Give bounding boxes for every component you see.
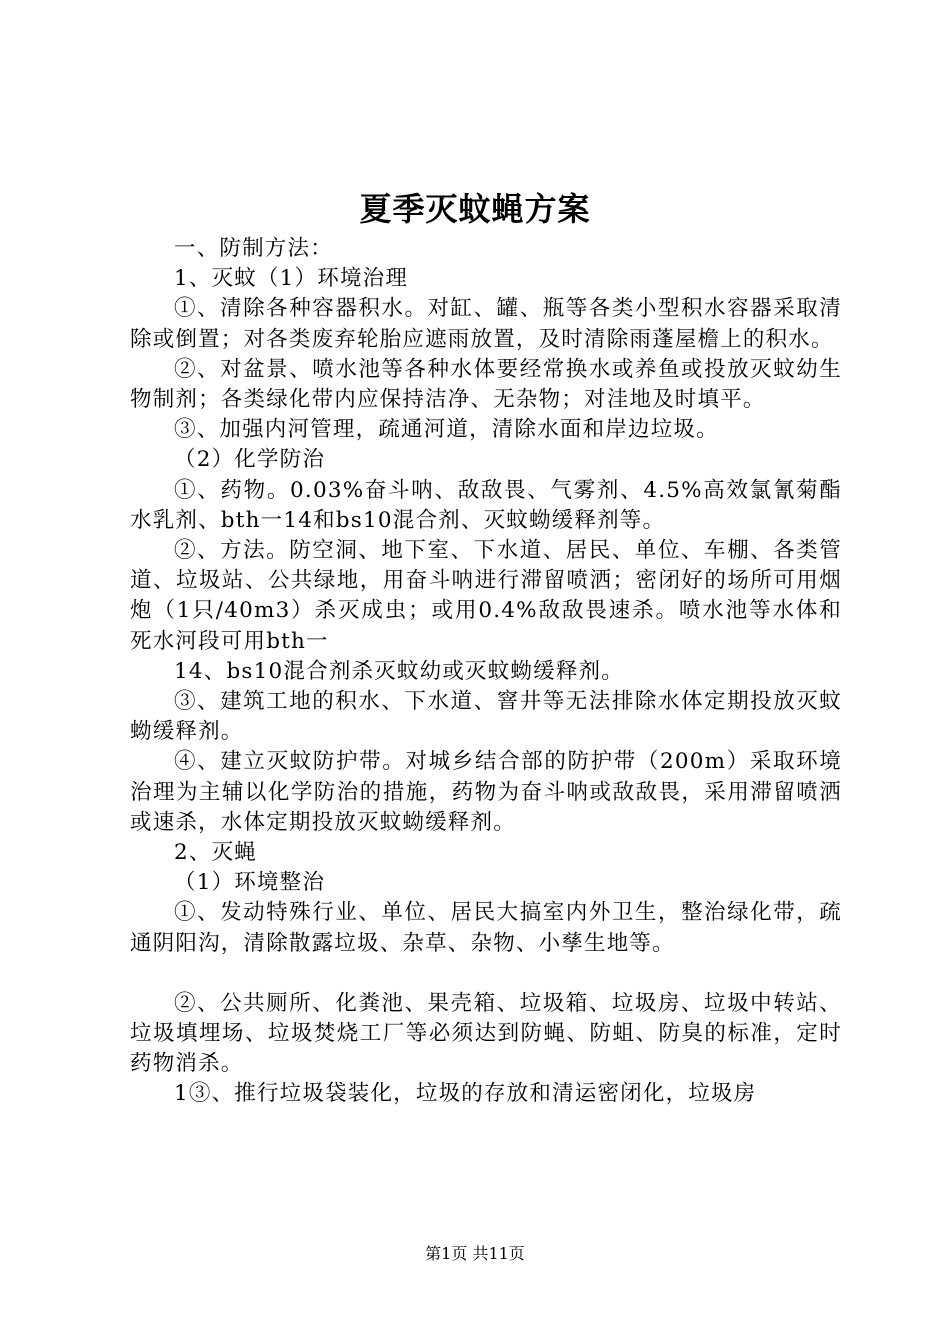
paragraph: 1、灭蚊（1）环境治理 <box>174 266 409 292</box>
paragraph: ③、建筑工地的积水、下水道、窨井等无法排除水体定期投放灭蚊蚴缓释剂。 <box>130 689 842 745</box>
paragraph: ②、对盆景、喷水池等各种水体要经常换水或养鱼或投放灭蚊幼生物制剂；各类绿化带内应保持洁净、无杂物；对洼地及时填平。 <box>130 356 842 413</box>
paragraph: 一、防制方法： <box>174 236 333 261</box>
paragraph: 14、bs10混合剂杀灭蚊幼或灭蚊蚴缓释剂。 <box>174 658 624 684</box>
page-footer: 第1页 共11页 <box>425 1244 525 1263</box>
paragraph: （2）化学防治 <box>174 447 326 473</box>
paragraph: 1③、推行垃圾袋装化，垃圾的存放和清运密闭化，垃圾房 <box>174 1081 757 1107</box>
paragraph: ④、建立灭蚊防护带。对城乡结合部的防护带（200m）采取环境治理为主辅以化学防治的措施，药物为奋斗呐或敌敌畏，采用滞留喷洒或速杀，水体定期投放灭蚊蚴缓释剂。 <box>130 749 842 835</box>
document-body <box>130 234 842 1110</box>
paragraph: ①、发动特殊行业、单位、居民大搞室内外卫生，整治绿化带，疏通阴阳沟，清除散露垃圾、杂草、杂物、小孳生地等。 <box>130 900 842 956</box>
paragraph: ②、公共厕所、化粪池、果壳箱、垃圾箱、垃圾房、垃圾中转站、垃圾填埋场、垃圾焚烧工厂等必须达到防蝇、防蛆、防臭的标准，定时药物消杀。 <box>130 990 842 1077</box>
paragraph: ③、加强内河管理，疏通河道，清除水面和岸边垃圾。 <box>174 417 719 443</box>
paragraph: ①、清除各种容器积水。对缸、罐、瓶等各类小型积水容器采取清除或倒置；对各类废弃轮胎应遮雨放置，及时清除雨蓬屋檐上的积水。 <box>130 296 842 352</box>
paragraph: ①、药物。0.03%奋斗呐、敌敌畏、气雾剂、4.5%高效氯氰菊酯水乳剂、bth一14和bs10混合剂、灭蚊蚴缓释剂等。 <box>130 477 842 533</box>
paragraph: ②、方法。防空洞、地下室、下水道、居民、单位、车棚、各类管道、垃圾站、公共绿地，用奋斗呐进行滞留喷洒；密闭好的场所可用烟炮（1只/40m3）杀灭成虫；或用0.4%敌敌畏速杀。喷水池等水体和死水河段可用bth一 <box>130 538 842 654</box>
paragraph: （1）环境整治 <box>174 870 326 896</box>
document-title: 夏季灭蚊蝇方案 <box>359 190 591 228</box>
paragraph: 2、灭蝇 <box>174 840 257 866</box>
